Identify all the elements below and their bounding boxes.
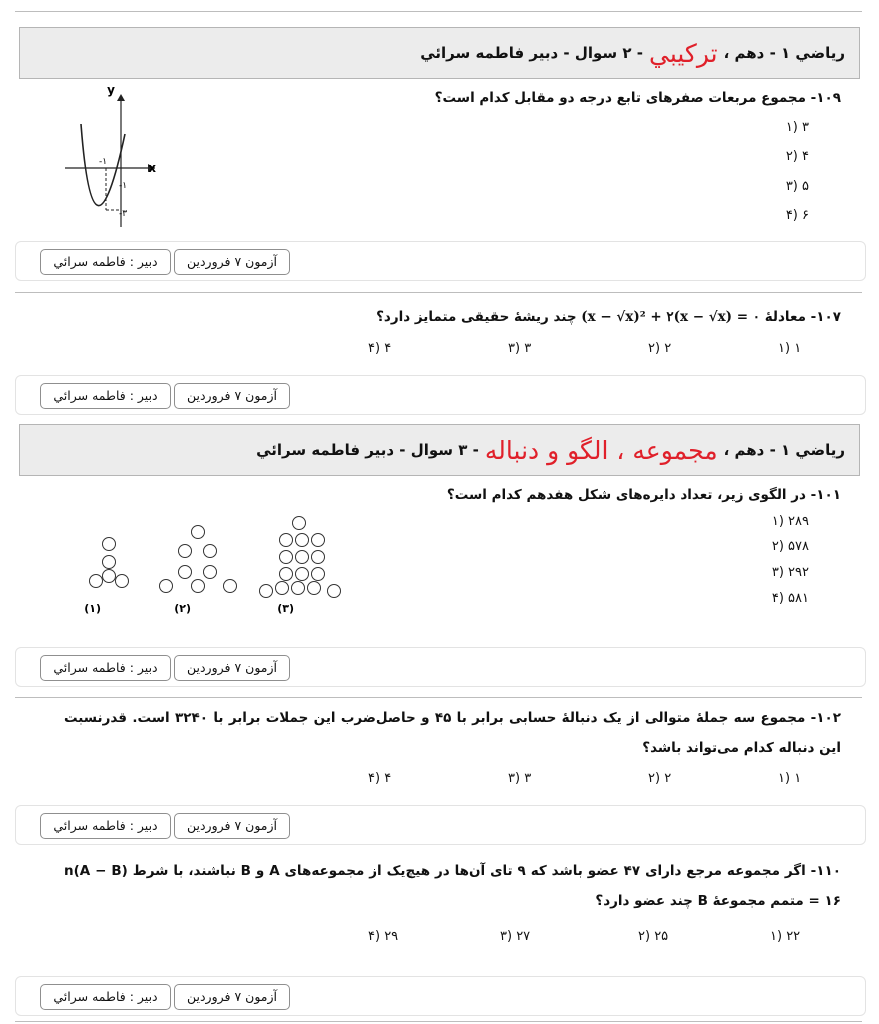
banner-topic: ترکيبي	[649, 38, 718, 68]
question-109-text: ۱۰۹- مجموع مربعات صفرهای تابع درجه دو مقابل کدام است؟	[434, 90, 841, 106]
q101-option-3[interactable]: ۲۹۲ (۳	[771, 565, 809, 580]
q101-option-2[interactable]: ۵۷۸ (۲	[771, 539, 809, 554]
section-banner-1	[19, 27, 860, 79]
parabola-graph	[55, 82, 170, 232]
question-footer	[15, 647, 866, 687]
teacher-tag[interactable]: دبير : فاطمه سرائي	[40, 984, 171, 1010]
q101-option-1[interactable]: ۲۸۹ (۱	[771, 514, 809, 529]
y-axis-label: y	[107, 83, 115, 97]
exam-tag[interactable]: آزمون ۷ فروردين	[174, 813, 290, 839]
q107-option-1[interactable]: ۱ (۱	[778, 341, 802, 356]
figure-label-3: (۳)	[277, 602, 294, 615]
teacher-tag[interactable]: دبير : فاطمه سرائي	[40, 655, 171, 681]
teacher-tag[interactable]: دبير : فاطمه سرائي	[40, 813, 171, 839]
exam-tag[interactable]: آزمون ۷ فروردين	[174, 655, 290, 681]
banner-topic: مجموعه ، الگو و دنباله	[484, 435, 718, 465]
q107-option-3[interactable]: ۳ (۳	[508, 341, 532, 356]
banner-prefix: رياضي ۱ - دهم ،	[723, 441, 845, 459]
q102-option-2[interactable]: ۲ (۲	[648, 771, 672, 786]
circle-pattern-figure	[80, 510, 360, 620]
top-divider	[15, 11, 862, 12]
tick-label-neg3: -۳	[119, 209, 128, 219]
q109-option-2[interactable]: ۴ (۲	[785, 149, 809, 164]
q110-option-1[interactable]: ۲۲ (۱	[770, 929, 801, 944]
question-101-text: ۱۰۱- در الگوی زیر، تعداد دایره‌های شکل هفدهم کدام است؟	[446, 487, 841, 503]
question-footer	[15, 241, 866, 281]
exam-tag[interactable]: آزمون ۷ فروردين	[174, 984, 290, 1010]
q101-option-4[interactable]: ۵۸۱ (۴	[771, 591, 809, 606]
q107-equation: (x − √x)² + ۲(x − √x) = ۰	[581, 309, 761, 325]
figure-label-1: (۱)	[84, 602, 101, 615]
question-footer	[15, 805, 866, 845]
banner-prefix: رياضي ۱ - دهم ،	[723, 44, 845, 62]
exam-tag[interactable]: آزمون ۷ فروردين	[174, 249, 290, 275]
pattern-shape-1	[90, 538, 129, 588]
q110-option-3[interactable]: ۲۷ (۳	[500, 929, 531, 944]
y-axis-arrow	[117, 94, 125, 101]
figure-label-2: (۲)	[174, 602, 191, 615]
q110-option-2[interactable]: ۲۵ (۲	[638, 929, 669, 944]
divider	[15, 292, 862, 293]
q109-option-3[interactable]: ۵ (۳	[785, 179, 809, 194]
banner-suffix: - ۲ سوال - دبير فاطمه سرائي	[420, 44, 643, 62]
q109-option-1[interactable]: ۳ (۱	[785, 120, 809, 135]
q102-option-1[interactable]: ۱ (۱	[778, 771, 802, 786]
banner-suffix: - ۳ سوال - دبير فاطمه سرائي	[256, 441, 479, 459]
bottom-divider	[15, 1021, 862, 1022]
question-footer	[15, 976, 866, 1016]
teacher-tag[interactable]: دبير : فاطمه سرائي	[40, 383, 171, 409]
q107-text-suffix: چند ریشهٔ حقیقی متمایز دارد؟	[376, 309, 577, 325]
question-107-text	[376, 309, 841, 325]
exam-tag[interactable]: آزمون ۷ فروردين	[174, 383, 290, 409]
question-102-text: ۱۰۲- مجموع سه جملهٔ متوالی از یک دنبالهٔ حسابی برابر با ۴۵ و حاصل‌ضرب این جملات برابر با ۳۲۴۰ است. قدرنسبت این دنباله کدام می‌تواند باشد؟	[64, 710, 841, 756]
q107-option-4[interactable]: ۴ (۴	[368, 341, 392, 356]
divider	[15, 697, 862, 698]
question-footer	[15, 375, 866, 415]
q109-option-4[interactable]: ۶ (۴	[785, 208, 809, 223]
q102-option-4[interactable]: ۴ (۴	[368, 771, 392, 786]
teacher-tag[interactable]: دبير : فاطمه سرائي	[40, 249, 171, 275]
pattern-shape-3	[260, 517, 341, 598]
question-110-text: ۱۱۰- اگر مجموعه مرجع دارای ۴۷ عضو باشد که ۹ تای آن‌ها در هیچ‌یک از مجموعه‌های A و B نباشند، با شرط n(A − B) = ۱۶ متمم مجموعهٔ B چند عضو دارد؟	[64, 863, 841, 909]
q107-text-prefix: ۱۰۷- معادلهٔ	[764, 309, 841, 325]
pattern-shape-2	[160, 526, 237, 593]
q110-option-4[interactable]: ۲۹ (۴	[368, 929, 399, 944]
tick-label-neg1-x: -۱	[99, 157, 108, 167]
section-banner-2	[19, 424, 860, 476]
q102-option-3[interactable]: ۳ (۳	[508, 771, 532, 786]
x-axis-label: x	[148, 161, 156, 175]
q107-option-2[interactable]: ۲ (۲	[648, 341, 672, 356]
tick-label-neg1-y: -۱	[119, 181, 128, 191]
